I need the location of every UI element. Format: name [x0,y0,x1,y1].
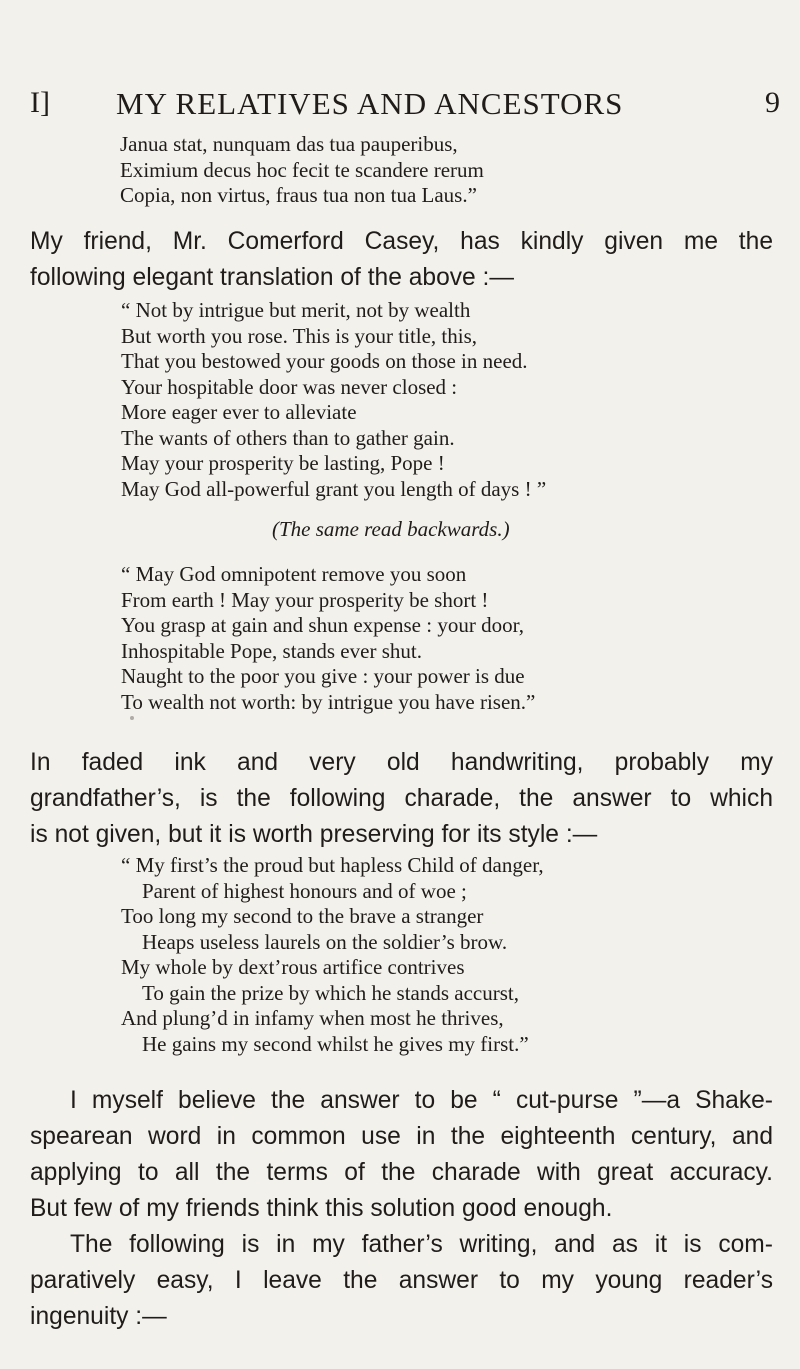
ink-speck [130,716,134,720]
verse-line: May God all-powerful grant you length of days ! ” [121,476,547,501]
paragraph-translation-intro [30,224,773,296]
prose-line: But few of my friends think this solution good enough. [30,1195,613,1222]
paragraph-fathers-writing [30,1227,773,1335]
verse-line: Parent of highest honours and of woe ; [142,878,467,903]
verse-line: He gains my second whilst he gives my first.” [142,1031,529,1056]
verse-line: Inhospitable Pope, stands ever shut. [121,638,422,663]
translation-verse [121,298,546,502]
verse-line: “ May God omnipotent remove you soon [121,562,467,586]
verse-line: But worth you rose. This is your title, this, [121,323,478,348]
page-number: 9 [765,86,780,119]
prose-line: spearean word in common use in the eighteenth century, and [30,1123,773,1150]
prose-line: My friend, Mr. Comerford Casey, has kindly given me the [30,228,773,255]
prose-line: I myself believe the answer to be “ cut-purse ”—a Shake- [70,1087,773,1114]
backwards-heading: (The same read backwards.) [272,517,510,541]
verse-line: Your hospitable door was never closed : [121,374,458,399]
verse-line: More eager ever to alleviate [121,400,357,424]
verse-line: Janua stat, nunquam das tua pauperibus, [120,132,458,156]
charade-verse [121,853,544,1057]
verse-line: Copia, non virtus, fraus tua non tua Laus.” [120,183,477,207]
paragraph-answer [30,1083,773,1227]
paragraph-charade-intro [30,745,773,853]
prose-line: The following is in my father’s writing, and as it is com- [70,1231,773,1258]
backwards-verse [121,562,535,715]
verse-line: My whole by dext’rous artifice contrives [121,955,465,979]
verse-line: Too long my second to the brave a stranger [121,904,484,928]
chapter-number: I] [30,86,50,119]
verse-line: You grasp at gain and shun expense : your door, [121,613,524,637]
running-title: MY RELATIVES AND ANCESTORS [116,86,624,121]
prose-line: is not given, but it is worth preserving for its style :— [30,821,598,848]
verse-line: Eximium decus hoc fecit te scandere rerum [120,157,484,182]
running-header [30,86,780,126]
prose-line: grandfather’s, is the following charade, the answer to which [30,785,773,812]
prose-line: following elegant translation of the above :— [30,264,514,291]
verse-line: Naught to the poor you give : your power is due [121,664,525,688]
verse-line: To gain the prize by which he stands accurst, [142,980,519,1005]
verse-line: From earth ! May your prosperity be short ! [121,587,489,612]
prose-line: ingenuity :— [30,1303,167,1330]
verse-line: To wealth not worth: by intrigue you have risen.” [121,689,536,714]
latin-verse [120,132,484,209]
verse-line: Heaps useless laurels on the soldier’s brow. [142,929,508,954]
verse-line: “ Not by intrigue but merit, not by wealth [121,298,471,322]
verse-line: May your prosperity be lasting, Pope ! [121,451,445,475]
verse-line: That you bestowed your goods on those in need. [121,349,528,373]
prose-line: paratively easy, I leave the answer to my young reader’s [30,1267,773,1294]
verse-line: “ My first’s the proud but hapless Child of danger, [121,853,544,877]
prose-line: In faded ink and very old handwriting, probably my [30,749,773,776]
prose-line: applying to all the terms of the charade with great accuracy. [30,1159,773,1186]
verse-line: The wants of others than to gather gain. [121,425,455,450]
verse-line: And plung’d in infamy when most he thrives, [121,1006,504,1030]
